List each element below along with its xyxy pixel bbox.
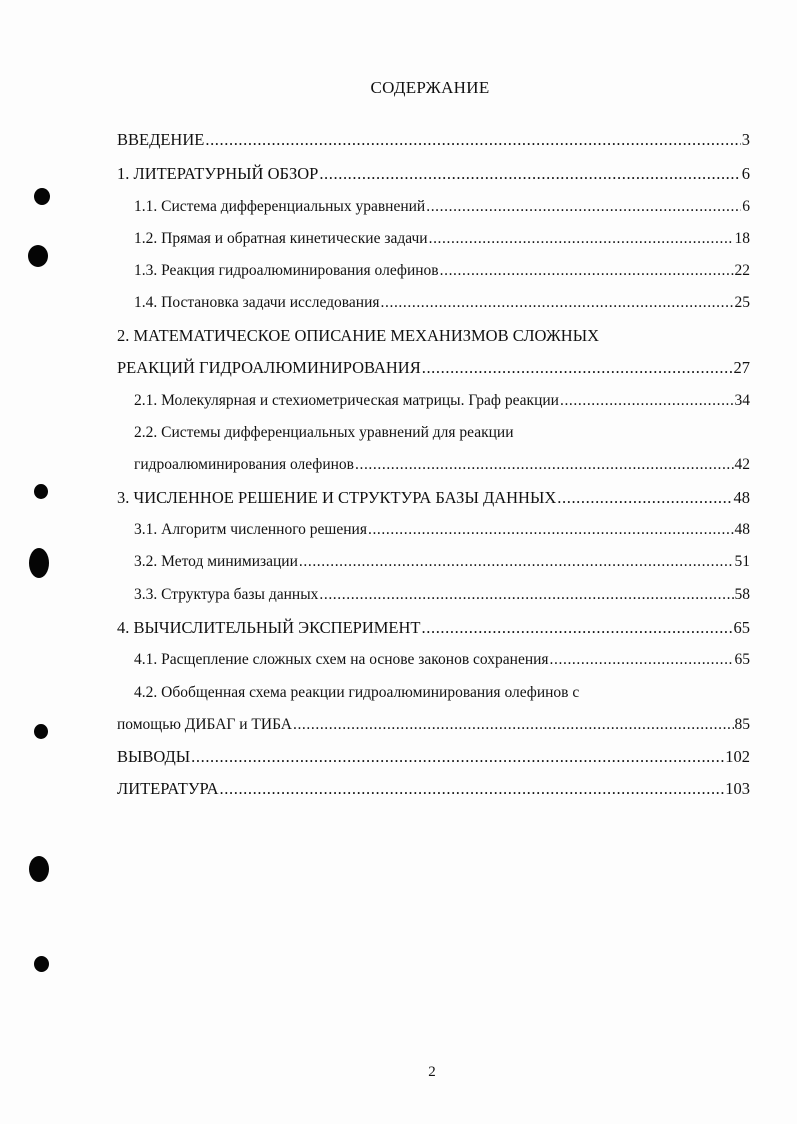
toc-entry-page: 27 [733, 358, 750, 377]
dot-leader [319, 584, 733, 606]
dot-leader [426, 196, 741, 218]
toc-entry-label: 1.4. Постановка задачи исследования [134, 294, 380, 311]
dot-leader [422, 357, 733, 379]
toc-entry-page: 22 [734, 262, 750, 279]
toc-entry [134, 228, 750, 250]
toc-entry-page: 65 [734, 651, 750, 668]
toc-entry-label: 3.3. Структура базы данных [134, 586, 319, 603]
dot-leader [560, 390, 734, 412]
toc-entry-label: РЕАКЦИЙ ГИДРОАЛЮМИНИРОВАНИЯ [117, 358, 421, 377]
toc-entry [134, 292, 750, 314]
toc-entry [134, 454, 750, 476]
toc-entry-label: 1.2. Прямая и обратная кинетические задачи [134, 230, 428, 247]
dot-leader [557, 487, 732, 509]
toc-entry-label: 4.1. Расщепление сложных схем на основе законов сохранения [134, 651, 549, 668]
toc-entry-page: 42 [734, 456, 750, 473]
toc-entry-label: гидроалюминирования олефинов [134, 456, 354, 473]
toc-entry-label: 3.1. Алгоритм численного решения [134, 521, 367, 538]
toc-entry [117, 746, 750, 768]
toc-entry-label: 2.1. Молекулярная и стехиометрическая матрицы. Граф реакции [134, 392, 559, 409]
toc-entry-label: ЛИТЕРАТУРА [117, 779, 219, 798]
toc-entry-first-line: 2.2. Системы дифференциальных уравнений для реакции [134, 424, 514, 441]
binder-hole [29, 856, 49, 882]
dot-leader [381, 292, 734, 314]
page-title: СОДЕРЖАНИЕ [370, 78, 490, 97]
dot-leader [429, 228, 734, 250]
dot-leader [205, 129, 740, 151]
toc-entry-page: 18 [734, 230, 750, 247]
dot-leader [293, 714, 734, 736]
toc-entry [134, 551, 750, 573]
toc-entry-page: 58 [734, 586, 750, 603]
toc-entry-page: 65 [733, 618, 750, 637]
toc-entry-page: 48 [734, 521, 750, 538]
toc-entry-page: 6 [741, 164, 750, 183]
toc-entry-page: 3 [741, 130, 750, 149]
toc-entry [134, 390, 750, 412]
toc-entry [117, 487, 750, 509]
toc-entry [134, 196, 750, 218]
dot-leader [355, 454, 734, 476]
dot-leader [368, 519, 734, 541]
toc-entry-label: ВЫВОДЫ [117, 747, 191, 766]
toc-entry [134, 649, 750, 671]
toc-entry-page: 48 [733, 488, 750, 507]
toc-entry-label: 1.3. Реакция гидроалюминирования олефинов [134, 262, 439, 279]
toc-entry-first-line: 2. МАТЕМАТИЧЕСКОЕ ОПИСАНИЕ МЕХАНИЗМОВ СЛОЖНЫХ [117, 326, 600, 345]
toc-entry-label: ВВЕДЕНИЕ [117, 130, 205, 149]
toc-entry-first-line: 4.2. Обобщенная схема реакции гидроалюминирования олефинов с [134, 684, 580, 701]
binder-hole [34, 724, 48, 739]
dot-leader [422, 617, 733, 639]
dot-leader [319, 163, 740, 185]
toc-entry [117, 714, 750, 736]
toc-entry-label: 4. ВЫЧИСЛИТЕЛЬНЫЙ ЭКСПЕРИМЕНТ [117, 618, 421, 637]
toc-entry [117, 357, 750, 379]
dot-leader [550, 649, 734, 671]
toc-entry [117, 163, 750, 185]
binder-hole [34, 956, 49, 972]
toc-entry [117, 129, 750, 151]
toc-entry [134, 260, 750, 282]
toc-entry-label: 3. ЧИСЛЕННОЕ РЕШЕНИЕ И СТРУКТУРА БАЗЫ ДАННЫХ [117, 488, 557, 507]
binder-hole [28, 245, 48, 267]
toc-entry [117, 778, 750, 800]
toc-entry-label: помощью ДИБАГ и ТИБА [117, 716, 292, 733]
toc-entry [117, 617, 750, 639]
toc-entry-page: 103 [725, 779, 750, 798]
toc-entry-label: 3.2. Метод минимизации [134, 553, 298, 570]
page-number: 2 [428, 1064, 436, 1080]
toc-entry [134, 584, 750, 606]
toc-entry-page: 102 [725, 747, 750, 766]
toc-entry-label: 1. ЛИТЕРАТУРНЫЙ ОБЗОР [117, 164, 319, 183]
binder-hole [29, 548, 49, 578]
toc-entry-label: 1.1. Система дифференциальных уравнений [134, 198, 426, 215]
binder-hole [34, 484, 48, 499]
toc-entry-page: 6 [742, 198, 750, 215]
toc-entry-page: 85 [734, 716, 750, 733]
toc-entry-page: 51 [734, 553, 750, 570]
binder-hole [34, 188, 50, 205]
dot-leader [299, 551, 734, 573]
toc-entry [134, 519, 750, 541]
dot-leader [191, 746, 724, 768]
toc-entry-page: 25 [734, 294, 750, 311]
toc-entry-page: 34 [734, 392, 750, 409]
dot-leader [220, 778, 725, 800]
dot-leader [440, 260, 734, 282]
